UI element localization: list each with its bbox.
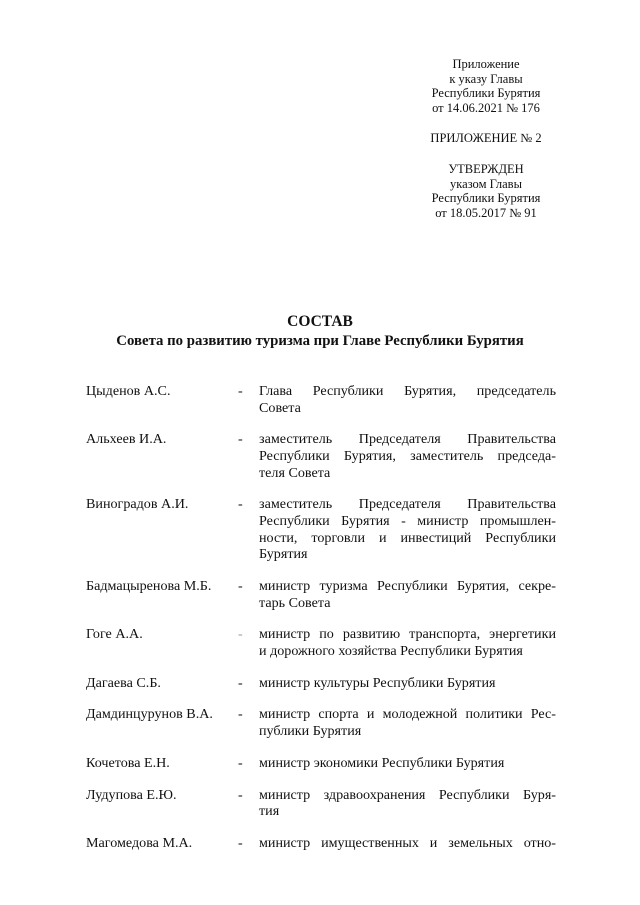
approval-line: УТВЕРЖДЕН — [448, 162, 524, 176]
member-position — [259, 496, 556, 562]
member-position-line: министр культуры Республики Бурятия — [259, 674, 496, 691]
member-position-line: министр спорта и молодежной политики Рес- — [259, 706, 556, 723]
member-position-line: Бурятия — [259, 546, 308, 563]
member-name: Альхеев И.А. — [86, 431, 167, 448]
member-position-line: министр здравоохранения Республики Буря- — [259, 786, 556, 803]
member-position-line: тия — [259, 803, 280, 820]
member-position-line: министр по развитию транспорта, энергетики — [259, 626, 556, 643]
attachment-line: Республики Бурятия — [431, 86, 541, 101]
attachment-line: Приложение — [452, 57, 520, 71]
approval-stamp — [400, 162, 572, 220]
attachment-note — [400, 57, 572, 115]
member-position — [259, 706, 556, 739]
member-position-line: министр имущественных и земельных отно- — [259, 834, 556, 851]
member-dash: - — [238, 674, 243, 691]
member-position — [259, 626, 556, 659]
member-dash: - — [238, 754, 243, 771]
member-position-line: теля Совета — [259, 464, 331, 481]
approval-line: от 18.05.2017 № 91 — [435, 205, 537, 220]
member-position — [259, 755, 556, 772]
member-position-line: Совета — [259, 399, 301, 416]
member-position-line: и дорожного хозяйства Республики Бурятия — [259, 642, 523, 659]
member-name: Виноградов А.И. — [86, 496, 189, 513]
member-row — [86, 706, 556, 739]
member-row — [86, 496, 556, 562]
member-dash: - — [238, 496, 243, 513]
member-position — [259, 675, 556, 692]
member-name: Бадмацыренова М.Б. — [86, 577, 212, 594]
member-position-line: публики Бурятия — [259, 723, 362, 740]
approval-line: указом Главы — [450, 176, 522, 191]
member-position-line: министр туризма Республики Бурятия, секре- — [259, 577, 556, 594]
member-position — [259, 578, 556, 611]
member-position-line: министр экономики Республики Бурятия — [259, 754, 505, 771]
appendix-label-text: ПРИЛОЖЕНИЕ № 2 — [430, 131, 542, 145]
member-position-line: ности, торговли и инвестиций Республики — [259, 529, 556, 546]
member-name: Магомедова М.А. — [86, 834, 193, 851]
attachment-line: от 14.06.2021 № 176 — [432, 100, 540, 115]
document-title: СОСТАВ — [287, 313, 353, 330]
member-position — [259, 383, 556, 416]
member-position — [259, 835, 556, 852]
member-position-line: Глава Республики Бурятия, председатель — [259, 383, 556, 399]
member-row — [86, 626, 556, 659]
member-dash: - — [238, 834, 243, 851]
member-name: Дагаева С.Б. — [86, 674, 161, 691]
member-name: Гоге А.А. — [86, 626, 143, 643]
member-dash: - — [238, 626, 243, 643]
member-dash: - — [238, 786, 243, 803]
member-row — [86, 755, 556, 772]
attachment-line: к указу Главы — [449, 71, 523, 86]
member-row — [86, 675, 556, 692]
approval-line: Республики Бурятия — [431, 191, 541, 206]
member-position-line: Республики Бурятия, заместитель председа- — [259, 447, 556, 464]
member-name: Цыденов А.С. — [86, 383, 171, 399]
member-position-line: заместитель Председателя Правительства — [259, 496, 556, 513]
member-name: Лудупова Е.Ю. — [86, 786, 177, 803]
member-dash: - — [238, 577, 243, 594]
member-position-line: заместитель Председателя Правительства — [259, 431, 556, 448]
members-list — [86, 383, 556, 867]
member-dash: - — [238, 706, 243, 723]
appendix-label — [400, 131, 572, 146]
member-row — [86, 787, 556, 820]
member-position-line: Республики Бурятия - министр промышлен- — [259, 512, 556, 529]
member-row — [86, 578, 556, 611]
member-row — [86, 383, 556, 416]
member-dash: - — [238, 431, 243, 448]
member-position — [259, 787, 556, 820]
member-position — [259, 431, 556, 481]
document-subtitle: Совета по развитию туризма при Главе Республики Бурятия — [116, 333, 524, 349]
member-row — [86, 431, 556, 481]
member-row — [86, 835, 556, 852]
member-dash: - — [238, 383, 243, 399]
member-position-line: тарь Совета — [259, 594, 331, 611]
member-name: Дамдинцурунов В.А. — [86, 706, 213, 723]
member-name: Кочетова Е.Н. — [86, 754, 170, 771]
